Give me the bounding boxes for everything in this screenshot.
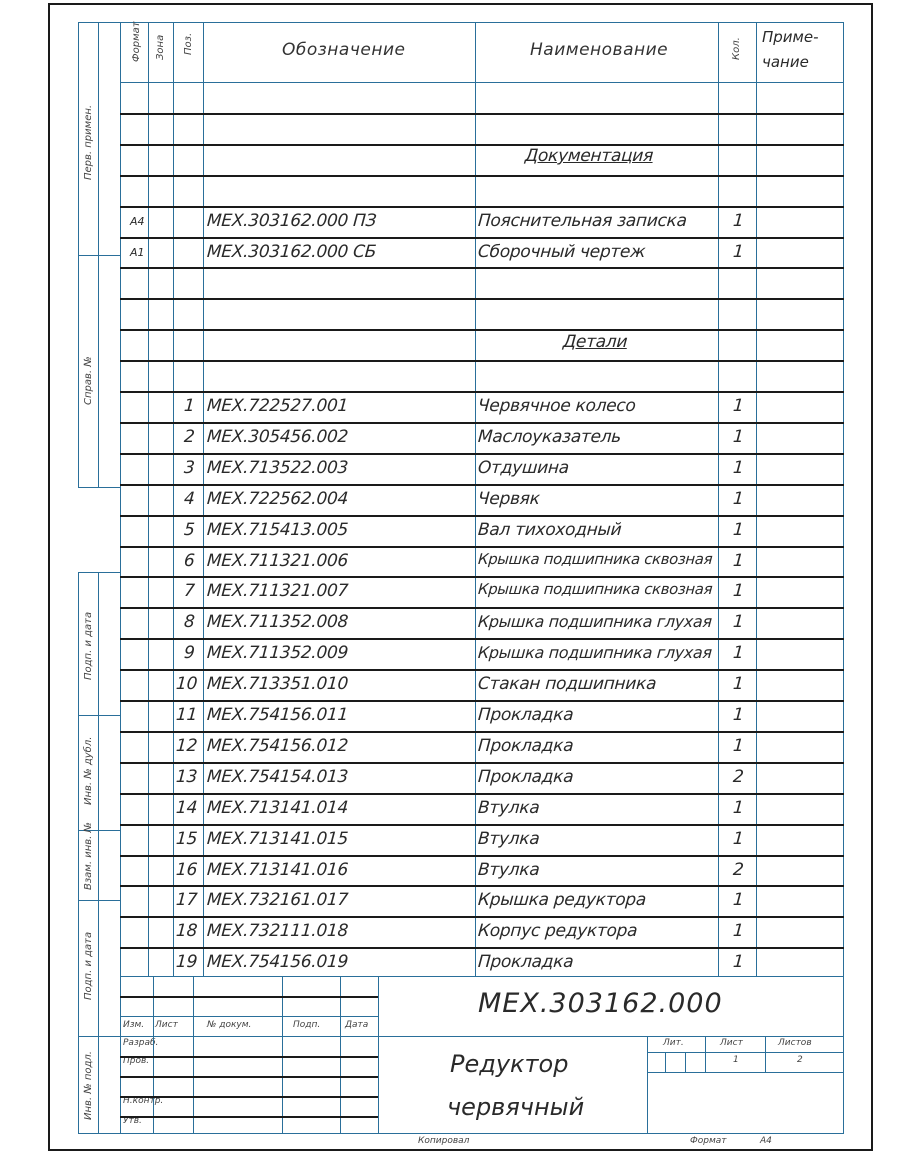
doc-row-designation: МЕХ.303162.000 СБ [206,242,377,262]
part-row-designation: МЕХ.754156.012 [206,736,349,756]
column-divider [173,22,174,976]
part-row-pos: 3 [183,458,196,478]
part-row-qty: 1 [732,396,745,416]
part-row-qty: 1 [732,427,745,447]
side-strip-top [78,22,120,23]
row-divider [120,576,844,578]
title-block-row [120,1096,378,1098]
row-divider [120,638,844,640]
row-divider [120,175,844,177]
column-divider [756,22,757,976]
part-row-name: Втулка [477,860,541,880]
side-strip-divider [78,715,120,716]
row-divider [120,762,844,764]
part-row-name: Крышка подшипника сквозная [477,581,713,598]
part-row-qty: 1 [732,489,745,509]
part-row-name: Корпус редуктора [477,921,638,941]
part-row-name: Втулка [477,829,541,849]
row-divider [120,731,844,733]
sheet-label: Лист [720,1038,743,1048]
row-divider [120,546,844,548]
doc-row-format: А4 [130,215,145,228]
header-qty: Кол. [731,37,742,60]
lit-header-line [647,1052,844,1053]
part-row-name: Червяк [477,489,541,509]
part-row-designation: МЕХ.713141.015 [206,829,349,849]
part-row-qty: 1 [732,952,745,972]
part-row-designation: МЕХ.754156.011 [206,705,349,725]
part-row-designation: МЕХ.713522.003 [206,458,349,478]
part-row-pos: 5 [183,520,196,540]
title-block-row [120,1016,378,1017]
title-block-column [153,976,154,1133]
side-strip-divider [78,572,120,573]
lit-cell-divider [665,1052,666,1072]
row-divider [120,607,844,609]
part-row-designation: МЕХ.713351.010 [206,674,349,694]
part-row-designation: МЕХ.732161.017 [206,890,349,910]
part-row-designation: МЕХ.722527.001 [206,396,349,416]
footer-format-label: Формат [690,1136,727,1146]
part-row-qty: 1 [732,612,745,632]
part-row-name: Отдушина [477,458,570,478]
part-row-pos: 15 [175,829,198,849]
part-row-designation: МЕХ.713141.014 [206,798,349,818]
title-block-row [120,1076,378,1078]
header-zone: Зона [155,34,166,60]
lit-bottom-line [647,1072,844,1073]
doc-row-name: Пояснительная записка [477,211,688,231]
row-divider [120,669,844,671]
part-row-pos: 2 [183,427,196,447]
side-strip-divider [78,1036,120,1037]
part-row-designation: МЕХ.711352.009 [206,643,349,663]
title-block-column [193,976,194,1133]
name-divider [647,1036,648,1133]
row-divider [120,947,844,949]
role-approved: Утв. [123,1116,142,1126]
side-label-sign-date-1: Подп. и дата [83,611,94,680]
part-row-name: Прокладка [477,767,575,787]
part-row-designation: МЕХ.732111.018 [206,921,349,941]
part-row-qty: 1 [732,829,745,849]
part-row-name: Маслоуказатель [477,427,622,447]
title-block-column [378,976,379,1133]
part-row-qty: 1 [732,520,745,540]
side-strip-outer [78,572,79,1133]
part-row-pos: 12 [175,736,198,756]
part-row-qty: 1 [732,551,745,571]
row-divider [120,206,844,208]
part-row-name: Крышка подшипника глухая [477,643,713,662]
part-row-pos: 17 [175,890,198,910]
part-row-pos: 8 [183,612,196,632]
column-divider [475,22,476,976]
section-parts: Детали [562,332,628,352]
doc-row-designation: МЕХ.303162.000 ПЗ [206,211,377,231]
row-divider [120,793,844,795]
sheets-label: Листов [778,1038,812,1048]
part-row-designation: МЕХ.305456.002 [206,427,349,447]
role-checked: Пров. [123,1056,150,1066]
header-divider [120,82,844,83]
row-divider [120,515,844,517]
part-row-qty: 1 [732,921,745,941]
title-line-2: червячный [447,1093,585,1121]
col-doc-no: № докум. [207,1020,252,1030]
part-row-pos: 6 [183,551,196,571]
part-row-pos: 19 [175,952,198,972]
part-row-pos: 13 [175,767,198,787]
side-label-dup-inv: Инв. № дубл. [83,736,94,805]
row-divider [120,916,844,918]
side-strip-divider [78,255,120,256]
header-note-line2: чание [762,53,809,71]
row-divider [120,885,844,887]
part-row-qty: 1 [732,581,745,601]
part-row-designation: МЕХ.711321.007 [206,581,349,601]
row-divider [120,329,844,331]
row-divider [120,267,844,269]
header-designation: Обозначение [282,40,406,60]
title-designation: МЕХ.303162.000 [478,988,723,1019]
part-row-qty: 2 [732,860,745,880]
title-block-row [120,996,378,998]
part-row-pos: 11 [175,705,198,725]
title-line-1: Редуктор [450,1050,569,1078]
part-row-name: Прокладка [477,705,575,725]
footer-format-value: А4 [760,1136,772,1146]
part-row-pos: 14 [175,798,198,818]
column-divider [148,22,149,976]
part-row-name: Стакан подшипника [477,674,657,694]
part-row-name: Прокладка [477,736,575,756]
title-block-column [282,976,283,1133]
header-format: Формат [131,21,142,62]
part-row-pos: 18 [175,921,198,941]
doc-row-qty: 1 [732,242,745,262]
title-block-row [120,1116,378,1118]
title-block-column [340,976,341,1133]
row-divider [120,237,844,239]
part-row-name: Крышка подшипника сквозная [477,551,713,568]
row-divider [120,144,844,146]
part-row-qty: 1 [732,643,745,663]
part-row-qty: 2 [732,767,745,787]
title-block-row [120,1036,378,1037]
col-sign: Подп. [293,1020,321,1030]
header-pos: Поз. [183,32,194,55]
row-divider [120,700,844,702]
side-label-orig-inv: Инв. № подл. [83,1051,94,1120]
side-label-ref-no: Справ. № [83,356,94,405]
row-divider [120,855,844,857]
row-divider [120,113,844,115]
part-row-pos: 4 [183,489,196,509]
row-divider [120,422,844,424]
part-row-designation: МЕХ.713141.016 [206,860,349,880]
part-row-pos: 7 [183,581,196,601]
part-row-designation: МЕХ.754154.013 [206,767,349,787]
part-row-qty: 1 [732,798,745,818]
part-row-qty: 1 [732,705,745,725]
sheets-value: 2 [797,1055,803,1065]
section-documentation: Документация [524,146,654,166]
part-row-designation: МЕХ.722562.004 [206,489,349,509]
header-note-line1: Приме- [762,28,819,46]
doc-row-qty: 1 [732,211,745,231]
part-row-qty: 1 [732,890,745,910]
footer-copied: Копировал [418,1136,470,1146]
part-row-designation: МЕХ.711321.006 [206,551,349,571]
part-row-pos: 16 [175,860,198,880]
doc-row-name: Сборочный чертеж [477,242,646,262]
row-divider [120,298,844,300]
sheet-value: 1 [733,1055,739,1065]
part-row-designation: МЕХ.711352.008 [206,612,349,632]
role-developed: Разраб. [123,1038,159,1048]
col-date: Дата [345,1020,369,1030]
designation-band-line [378,1036,844,1037]
title-block-row [120,1056,378,1058]
part-row-name: Втулка [477,798,541,818]
part-row-name: Прокладка [477,952,575,972]
part-row-name: Крышка редуктора [477,890,647,910]
part-row-pos: 10 [175,674,198,694]
lit-divider [705,1036,706,1072]
part-row-qty: 1 [732,458,745,478]
side-label-sign-date-2: Подп. и дата [83,931,94,1000]
table-bottom-line [120,976,844,977]
side-strip-divider [78,1133,120,1134]
part-row-name: Вал тихоходный [477,520,623,540]
row-divider [120,484,844,486]
header-name: Наименование [530,40,669,60]
column-divider [718,22,719,976]
side-strip-divider [78,487,120,488]
side-label-repl-inv: Взам. инв. № [83,822,94,890]
side-strip-divider [78,900,120,901]
side-label-first-use: Перв. примен. [83,104,94,180]
part-row-qty: 1 [732,674,745,694]
part-row-designation: МЕХ.715413.005 [206,520,349,540]
lit-label: Лит. [663,1038,684,1048]
part-row-pos: 9 [183,643,196,663]
side-strip-inner [98,572,99,1133]
part-row-qty: 1 [732,736,745,756]
sheet-divider [765,1036,766,1072]
row-divider [120,453,844,455]
col-change: Изм. [123,1020,145,1030]
role-norm-control: Н.контр. [123,1096,164,1106]
col-sheet: Лист [155,1020,178,1030]
row-divider [120,391,844,393]
part-row-designation: МЕХ.754156.019 [206,952,349,972]
lit-cell-divider [685,1052,686,1072]
part-row-name: Червячное колесо [477,396,637,416]
doc-row-format: А1 [130,246,145,259]
part-row-name: Крышка подшипника глухая [477,612,713,631]
row-divider [120,824,844,826]
column-divider [203,22,204,976]
part-row-pos: 1 [183,396,196,416]
row-divider [120,360,844,362]
